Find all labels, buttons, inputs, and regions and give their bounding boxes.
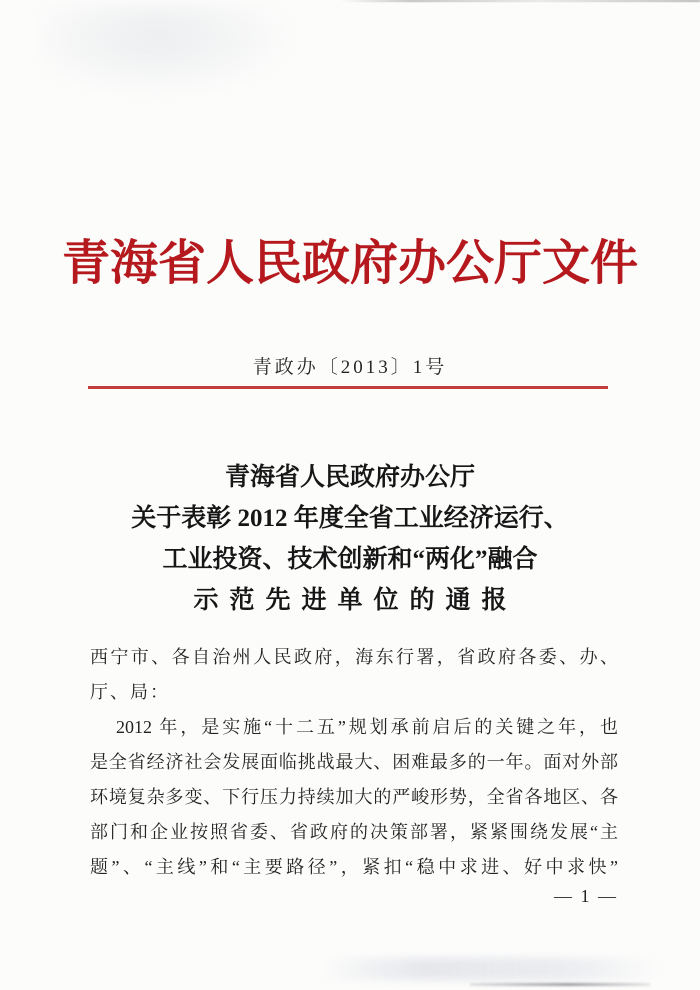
scan-artifact: [320, 958, 660, 980]
title-line: 青海省人民政府办公厅: [224, 464, 475, 491]
scan-artifact: [40, 4, 300, 99]
document-number: 青政办〔2013〕1号: [252, 357, 448, 378]
body-line: 厅、局：: [90, 682, 170, 702]
body-line: 西宁市、各自治州人民政府，海东行署，省政府各委、办、: [90, 647, 618, 667]
page-number: — 1 —: [554, 886, 618, 906]
body-line: 部门和企业按照省委、省政府的决策部署，紧紧围绕发展“主: [90, 822, 618, 842]
title-line: 关于表彰 2012 年度全省工业经济运行、: [131, 505, 569, 532]
document-body: [90, 640, 618, 885]
body-line: 是全省经济社会发展面临挑战最大、困难最多的一年。面对外部: [90, 752, 618, 772]
body-line: 题”、“主线”和“主要路径”，紧扣“稳中求进、好中求快”: [90, 857, 618, 877]
body-line: 环境复杂多变、下行压力持续加大的严峻形势，全省各地区、各: [90, 787, 618, 807]
title-line: 工业投资、技术创新和“两化”融合: [162, 546, 538, 573]
title-line: 示范先进单位的通报: [193, 587, 518, 614]
red-divider-rule: [88, 386, 608, 389]
body-line: 2012 年，是实施“十二五”规划承前启后的关键之年，也: [116, 717, 618, 737]
document-title: [50, 457, 650, 621]
document-masthead: 青海省人民政府办公厅文件: [61, 237, 638, 290]
scan-artifact: [470, 983, 650, 986]
scan-artifact: [340, 0, 700, 2]
